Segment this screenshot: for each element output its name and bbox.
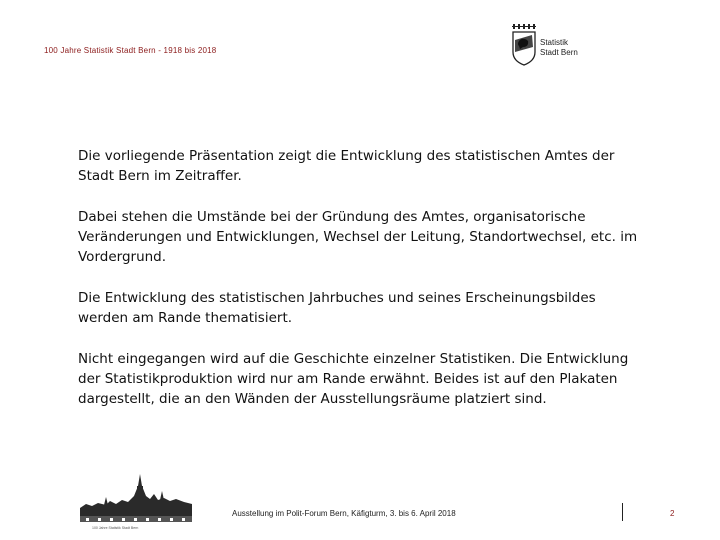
- skyline-caption: 100 Jahre Statistik Stadt Bern: [92, 526, 139, 530]
- exhibition-note: Ausstellung im Polit-Forum Bern, Käfigturm, 3. bis 6. April 2018: [232, 509, 456, 518]
- bern-skyline-icon: [80, 466, 192, 524]
- page-number: 2: [670, 509, 675, 518]
- logo-line-1: Statistik: [540, 38, 569, 47]
- paragraph: Die Entwicklung des statistischen Jahrbuches und seines Erscheinungsbildes werden am Rande thematisiert.: [78, 290, 596, 326]
- content-body: [78, 146, 638, 430]
- statistik-logo: [512, 24, 602, 68]
- logo-text: [540, 38, 578, 58]
- bern-bear-crest-icon: [512, 24, 538, 66]
- footer-divider: [622, 503, 623, 521]
- paragraph: Die vorliegende Präsentation zeigt die Entwicklung des statistischen Amtes der Stadt Bern im Zeitraffer.: [78, 148, 615, 184]
- logo-line-2: Stadt Bern: [540, 48, 578, 57]
- paragraph: Dabei stehen die Umstände bei der Gründung des Amtes, organisatorische Veränderungen und Entwicklungen, Wechsel der Leitung, Standortwechsel, etc. im Vordergrund.: [78, 209, 638, 265]
- paragraph: Nicht eingegangen wird auf die Geschichte einzelner Statistiken. Die Entwicklung der Statistikproduktion wird nur am Rande erwähnt. Beides ist auf den Plakaten dargestellt, die an den Wänden der Ausstellungsräume platziert sind.: [78, 351, 629, 407]
- header-title: 100 Jahre Statistik Stadt Bern - 1918 bis 2018: [44, 46, 217, 55]
